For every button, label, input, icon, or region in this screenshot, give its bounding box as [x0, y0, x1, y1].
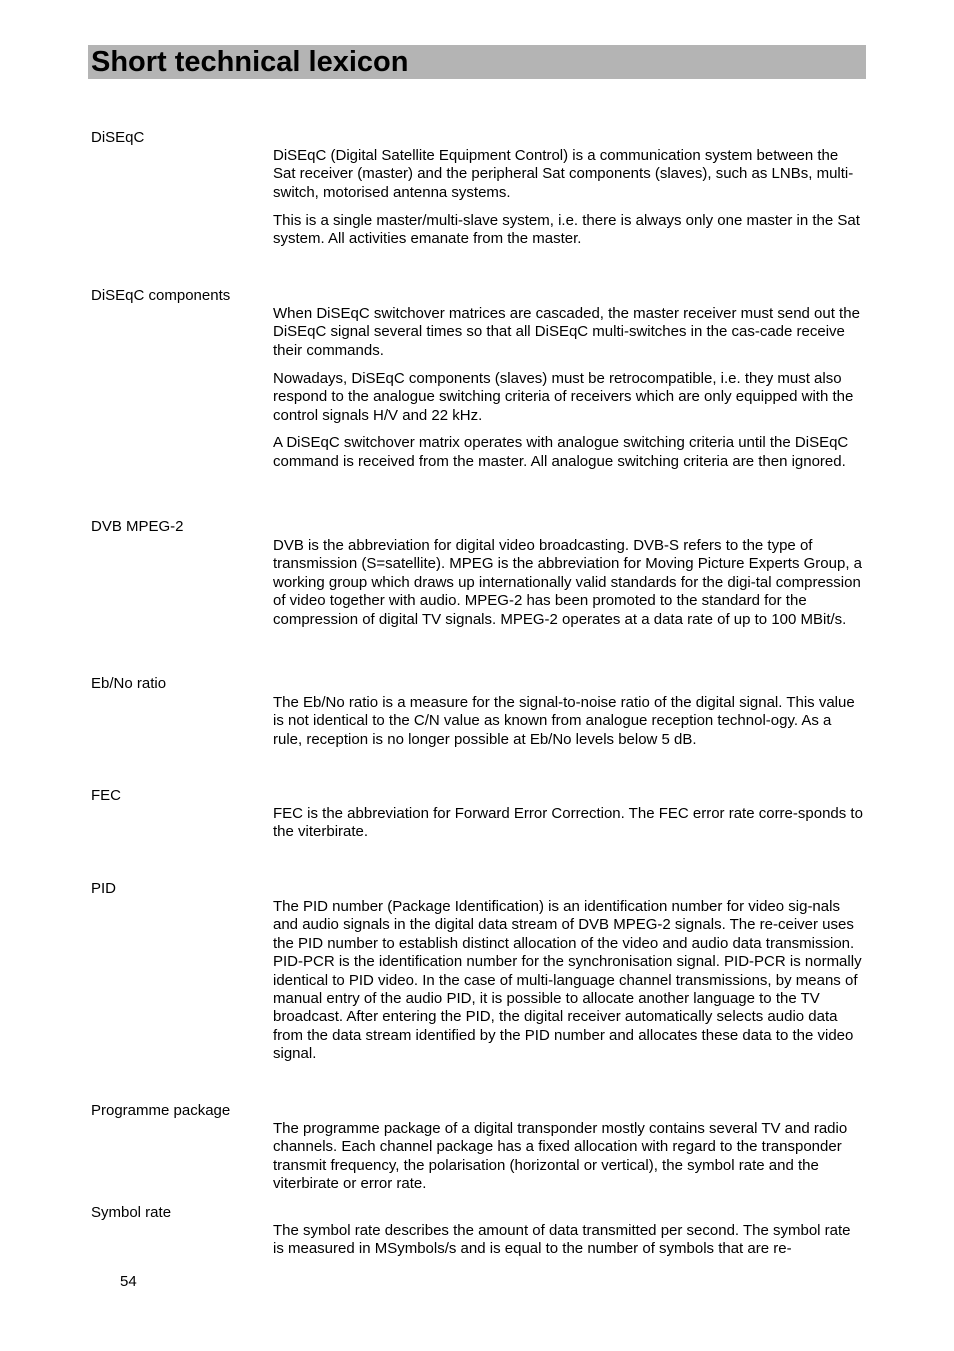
definition-paragraph: This is a single master/multi-slave system, i.e. there is always only one master in the Sat system. All activities emanate from the master. [273, 211, 860, 248]
definition-paragraph: DVB is the abbreviation for digital video broadcasting. DVB-S refers to the type of transmission (S=satellite). MPEG is the abbreviation for Moving Picture Experts Group, a working group which draws up internationally valid standards for the digi-tal compression of video together with audio. MPEG-2 has been promoted to the standard for the compression of digital TV signals. MPEG-2 operates at a data rate of up to 100 MBit/s. [273, 537, 862, 628]
term-symbol-rate: Symbol rate [91, 1204, 172, 1221]
term-diseqc: DiSEqC [91, 129, 145, 146]
definition-paragraph: When DiSEqC switchover matrices are cascaded, the master receiver must send out the DiSEqC signal several times so that all DiSEqC multi-switches in the cas-cade receive their commands. [273, 305, 860, 359]
definition-fec [273, 805, 863, 851]
definition-paragraph: Nowadays, DiSEqC components (slaves) must be retrocompatible, i.e. they must also respond to the analogue switching criteria of receivers which are only equipped with the control signals H/V and 22 kHz. [273, 369, 854, 424]
page-title-bar [88, 45, 866, 79]
term-programme-package: Programme package [91, 1102, 231, 1119]
term-pid: PID [91, 880, 117, 897]
page-title: Short technical lexicon [91, 46, 409, 78]
definition-programme-package [273, 1120, 863, 1203]
definition-paragraph: A DiSEqC switchover matrix operates with analogue switching criteria until the DiSEqC command is received from the master. All analogue switching criteria are then ignored. [273, 434, 849, 470]
definition-symbol-rate [273, 1222, 863, 1268]
definition-paragraph: The PID number (Package Identification) is an identification number for video sig-nals and audio signals in the digital data stream of DVB MPEG-2 signals. The re-ceiver uses the PID number to establish distinct allocation of the video and audio data transmission. PID-PCR is the identification number for the synchronisation signal. PID-PCR is normally identical to PID video. In the case of multi-language channel transmissions, by means of manual entry of the audio PID, it is possible to allocate another language to the TV broadcast. After entering the PID, the digital receiver automatically selects audio data from the data stream identified by the PID number and allocates these data to the video signal. [273, 898, 862, 1063]
definition-pid [273, 898, 863, 1073]
definition-paragraph: The Eb/No ratio is a measure for the signal-to-noise ratio of the digital signal. This value is not identical to the C/N value as known from analogue reception technol-ogy. As a rule, reception is no longer possible at Eb/No levels below 5 dB. [273, 694, 855, 748]
definition-paragraph: The symbol rate describes the amount of data transmitted per second. The symbol rate is measured in MSymbols/s and is equal to the number of symbols that are re- [273, 1222, 851, 1258]
definition-paragraph: DiSEqC (Digital Satellite Equipment Control) is a communication system between the Sat receiver (master) and the peripheral Sat components (slaves), such as LNBs, multi-switch, motorised antenna systems. [273, 147, 854, 201]
term-eb-no-ratio: Eb/No ratio [91, 675, 167, 692]
term-diseqc-components: DiSEqC components [91, 287, 231, 304]
definition-diseqc-components [273, 305, 863, 481]
term-dvb-mpeg2: DVB MPEG-2 [91, 518, 184, 535]
definition-diseqc [273, 147, 863, 258]
definition-paragraph: FEC is the abbreviation for Forward Error Correction. The FEC error rate corre-sponds to the viterbirate. [273, 805, 863, 841]
page-number: 54 [120, 1273, 137, 1290]
definition-dvb-mpeg2 [273, 537, 863, 639]
term-fec: FEC [91, 787, 121, 804]
definition-eb-no-ratio [273, 694, 863, 759]
definition-paragraph: The programme package of a digital transponder mostly contains several TV and radio channels. Each channel package has a fixed allocation with regard to the transponder transmit frequency, the polarisation (horizontal or vertical), the symbol rate and the viterbirate or error rate. [273, 1120, 848, 1193]
